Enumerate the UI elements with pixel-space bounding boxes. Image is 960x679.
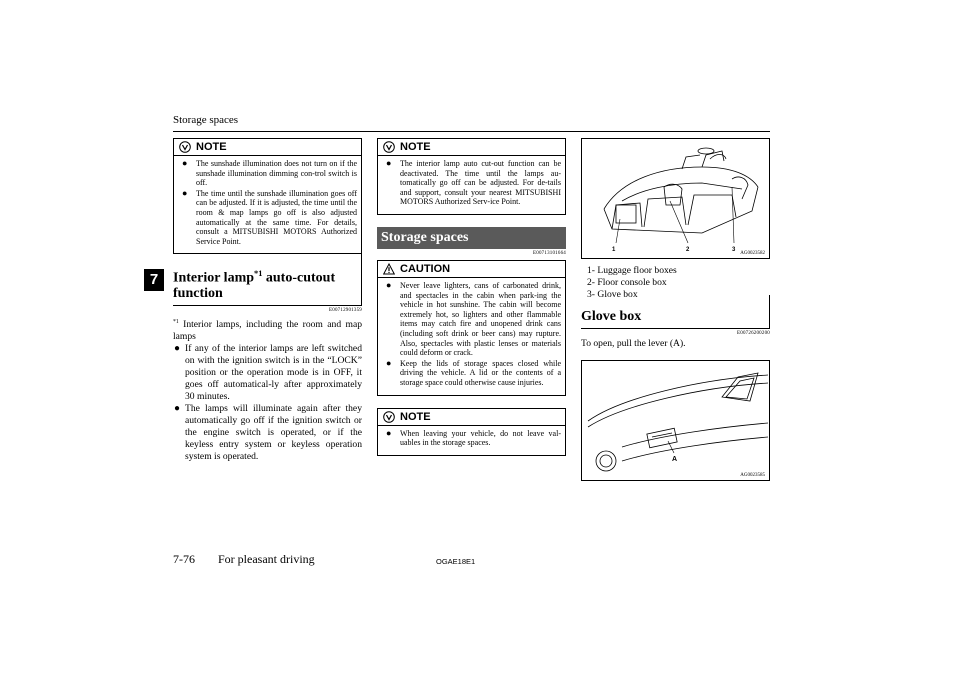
note-label: NOTE [196,141,227,153]
note-bullet: ● The sunshade illumination does not turn on if the sunshade illumination dimming con-trol switch is off. [182,158,357,188]
note-header [378,139,565,156]
callout-3: 3 [732,247,736,253]
list-item: ● The lamps will illuminate again after they automatically go off if the ignition switch or the engine switch is operated, or if the keyless entry system or keyless operation system is operated. [174,403,362,463]
header-rule [173,131,770,132]
section-title-storage-spaces: Storage spaces [377,227,566,249]
column-2 [377,138,566,456]
caution-bullet: ● Never leave lighters, cans of carbonated drink, and spectacles in the cabin when park-ing the vehicle in hot sunshine. The cabin will become extremely hot, so lighters and other flammable items may catch fire and unopened drink cans (including soft drink or beer cans) may rupture. Also, spectacles with plastic lenses or materials could deform or crack. [386,279,561,358]
callout-a: A [672,456,678,463]
figure-glove-box-lever [581,360,770,481]
footer-code: OGAE18E1 [436,557,476,566]
section-title-interior-lamp: Interior lamp$^{*1}$ auto-cutout function [173,266,362,306]
legend-item: 1- Luggage floor boxes [587,265,677,276]
section-code: E00726200200 [737,331,770,336]
note-bullet: ● When leaving your vehicle, do not leave val-uables in the storage spaces. [386,427,561,448]
cabin-illustration [582,139,771,258]
figure-storage-locations [581,138,770,259]
figure-legend [581,265,770,301]
callout-2: 2 [686,247,690,253]
column-3 [581,138,770,481]
note-icon [179,141,191,153]
section-title-glove-box: Glove box [581,309,770,329]
section-code: E00712901359 [329,308,362,313]
chapter-tab: 7 [144,269,164,291]
note-icon [383,411,395,423]
page-number: 7-76 [173,552,195,566]
list-item: ● If any of the interior lamps are left switched on with the ignition switch is in the “LOCK” position or the operation mode is in OFF, it goes off automatical-ly after approximately 30 minutes. [174,343,362,403]
note-bullet: ● The interior lamp auto cut-out function can be deactivated. The time until the lamps au-tomatically go off can be adjusted. For de-tails and support, consult your nearest MITSUBISHI MOTORS Authorized Serv-ice Point. [386,158,561,207]
page-header-title: Storage spaces [173,114,239,126]
note-label: NOTE [400,141,431,153]
figure-code: AG0023585 [740,473,765,478]
footer-section: For pleasant driving [218,552,315,566]
note-label: NOTE [400,410,431,423]
callout-1: 1 [612,247,616,253]
note-box [377,138,566,215]
note-bullet: ● The time until the sunshade illumination goes off can be adjusted. If it is adjusted, the time until the room & map lamps go off is also adjusted automatically at the same time. For details, consult a MITSUBISHI MOTORS Authorized Service Point. [182,187,357,246]
section-code: E00713101664 [533,250,566,256]
legend-item: 2- Floor console box [587,277,667,288]
glove-box-illustration [582,361,771,480]
footnote: $^{*1}$ Interior lamps, including the room and map lamps [173,319,362,343]
legend-item: 3- Glove box [587,289,638,300]
warning-triangle-icon [383,263,395,275]
glove-box-instruction: To open, pull the lever (A). [581,338,686,349]
caution-bullet: ● Keep the lids of storage spaces closed while driving the vehicle. A lid or the contents of a storage space could otherwise cause injuries. [386,357,561,387]
caution-box [377,260,566,396]
figure-code: AG0023582 [740,251,765,256]
column-1 [173,138,362,463]
caution-header [378,261,565,278]
note-box [377,408,566,456]
note-header [378,409,565,426]
note-icon [383,141,395,153]
note-header [174,139,361,156]
note-box [173,138,362,254]
caution-label: CAUTION [400,262,451,275]
